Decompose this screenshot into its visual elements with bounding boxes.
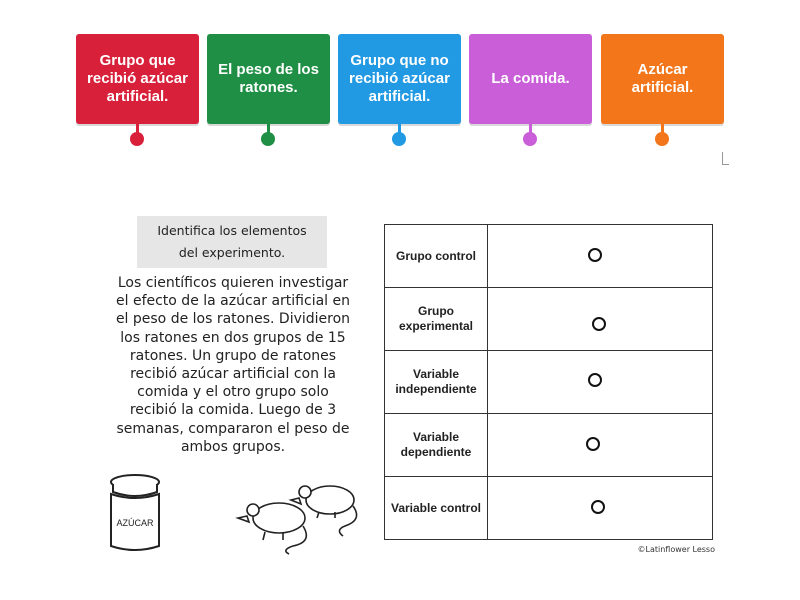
card-label: Azúcar artificial. — [631, 61, 694, 96]
drop-target-variable-control[interactable] — [591, 500, 605, 514]
table-row — [385, 288, 712, 351]
row-label: Variable dependiente — [385, 414, 488, 476]
table-row — [385, 477, 712, 539]
answer-card-food[interactable] — [469, 34, 592, 124]
worksheet-title — [137, 216, 327, 268]
worksheet-title-line1: Identifica los elementos — [157, 223, 307, 238]
card-label: Grupo que no recibió azúcar artificial. — [349, 52, 450, 105]
experiment-table — [384, 224, 713, 540]
jar-label: AZÚCAR — [116, 518, 154, 528]
card-label: La comida. — [491, 70, 570, 87]
card-pin-dot[interactable] — [655, 132, 669, 146]
worksheet-title-line2: del experimento. — [178, 245, 286, 260]
card-pin-dot[interactable] — [130, 132, 144, 146]
mice-icon — [235, 480, 365, 556]
drop-target-variable-independiente[interactable] — [588, 373, 602, 387]
drop-target-variable-dependiente[interactable] — [586, 437, 600, 451]
corner-mark — [722, 152, 729, 165]
answer-card-mouse-weight[interactable] — [207, 34, 330, 124]
row-label: Grupo control — [385, 225, 488, 287]
table-row — [385, 414, 712, 477]
row-label: Variable control — [385, 477, 488, 539]
row-label: Variable independiente — [385, 351, 488, 413]
sugar-jar-icon — [107, 472, 167, 554]
drop-target-grupo-experimental[interactable] — [592, 317, 606, 331]
table-row — [385, 225, 712, 288]
card-pin-dot[interactable] — [392, 132, 406, 146]
row-label: Grupo experimental — [385, 288, 488, 350]
drop-target-grupo-control[interactable] — [588, 248, 602, 262]
copyright-text: ©Latinflower Lesso — [637, 545, 715, 554]
answer-card-sugar-group[interactable] — [76, 34, 199, 124]
card-label: Grupo que recibió azúcar artificial. — [87, 52, 188, 105]
worksheet-paragraph: Los científicos quieren investigar el efecto de la azúcar artificial en el peso de los ratones. Dividieron los ratones en dos grupos de 15 ratones. Un grupo de ratones recibió azúcar artificial con la comida y el otro grupo solo recibió la comida. Luego de 3 semanas, compararon el peso de ambos grupos. — [115, 275, 351, 455]
card-label: El peso de los ratones. — [218, 61, 319, 96]
worksheet-image — [107, 210, 717, 560]
table-row — [385, 351, 712, 414]
card-pin-dot[interactable] — [523, 132, 537, 146]
answer-card-no-sugar-group[interactable] — [338, 34, 461, 124]
card-pin-dot[interactable] — [261, 132, 275, 146]
answer-card-artificial-sugar[interactable] — [601, 34, 724, 124]
